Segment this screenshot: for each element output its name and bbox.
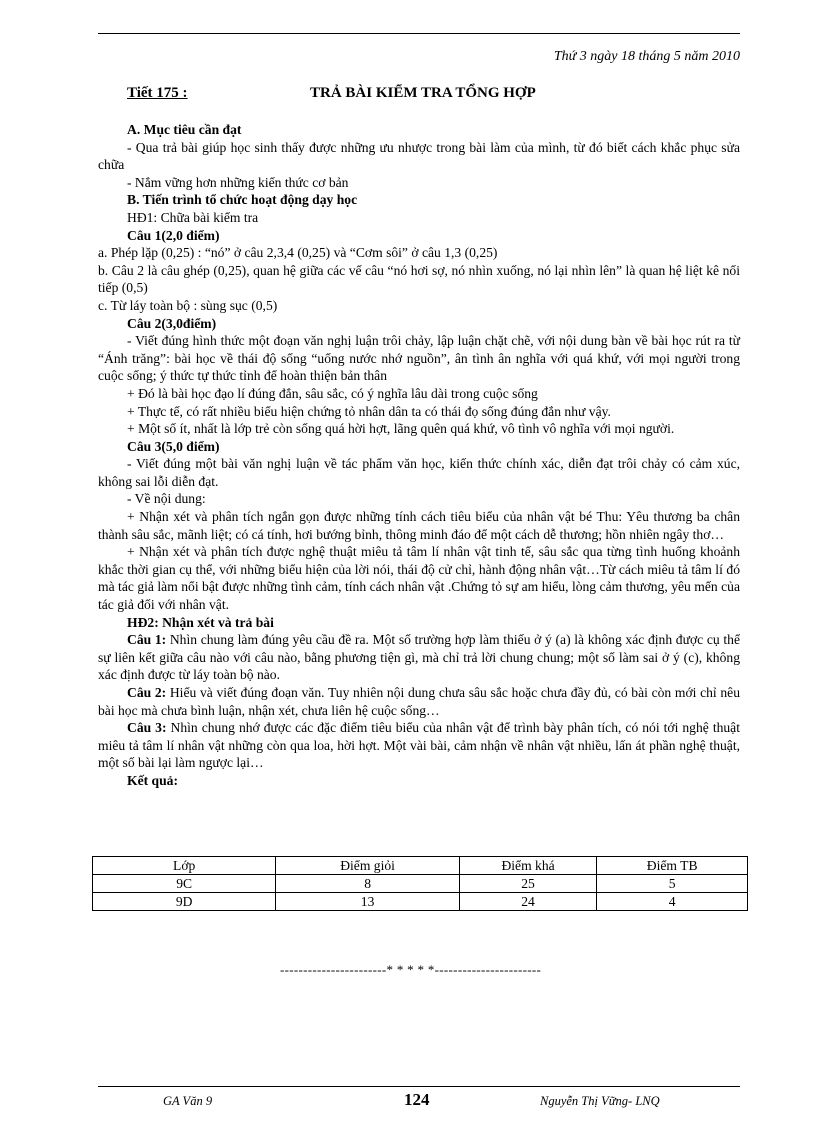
table-header: Lớp [93,857,276,875]
cau3-p4: + Nhận xét và phân tích được nghệ thuật miêu tả tâm lí nhân vật tinh tế, sâu sắc qua từng tình huống khoảnh khắc thời gian cụ thể, với những biểu hiện của lời nói, thái độ cử chỉ, hành động nhân vật…Từ cách miêu tả tâm lí đó mà tác giả làm nổi bật được những tình cảm, tính cách nhân vật .Chứng tỏ sự am hiểu, lòng cảm thương, yêu mến của tác giả đối với nhân vật. [98,544,740,613]
footer-left: GA Văn 9 [163,1094,213,1108]
section-a-p2: - Nắm vững hơn những kiến thức cơ bản [127,174,349,190]
results-table [92,856,748,911]
hd2-cau3-label: Câu 3: [127,720,167,736]
table-row [93,875,748,893]
table-row [93,893,748,911]
table-cell: 25 [459,875,597,893]
lesson-date: Thứ 3 ngày 18 tháng 5 năm 2010 [553,49,740,64]
hd2-cau1 [98,631,740,684]
lesson-number: Tiết 175 : [127,85,188,101]
cau1-b: b. Câu 2 là câu ghép (0,25), quan hệ giữa các vế câu “nó hơi sợ, nó nhìn xuống, nó lại nhìn lên” là quan hệ liệt kê nối tiếp (0,5) [98,262,740,296]
hd2-cau2-label: Câu 2: [127,685,167,700]
cau3-p2: - Về nội dung: [127,491,206,507]
footer-author: Nguyễn Thị Vững- LNQ [540,1094,660,1108]
section-a-p1: - Qua trả bài giúp học sinh thấy được những ưu nhược trong bài làm của mình, từ đó biết cách khắc phục sửa chữa [98,139,740,173]
table-cell: 8 [276,875,459,893]
table-header: Điểm TB [597,857,748,875]
cau2-p1: - Viết đúng hình thức một đoạn văn nghị luận trôi chảy, lập luận chặt chẽ, với nội dung bàn về bài học rút ra từ “Ánh trăng”: bài học về thái độ sống “uống nước nhớ nguồn”, ân tình ân nghĩa với quá khứ, với mọi người trong cuộc sống; ý thức tự thức tỉnh để hoàn thiện bản thân [98,333,740,384]
table-cell: 24 [459,893,597,911]
table-header: Điểm khá [459,857,597,875]
document-body [98,121,740,790]
footer-rule [98,1086,740,1087]
cau3-p3: + Nhận xét và phân tích ngắn gọn được những tính cách tiêu biểu của nhân vật bé Thu: Yêu thương ba chân thành sâu sắc, mãnh liệt; có cá tính, hơi bướng bỉnh, thông minh đáo để một cách dễ thương; hồn nhiên ngây thơ… [98,509,740,542]
table-header: Điểm giỏi [276,857,459,875]
end-separator: -----------------------* * * * *----------------------- [280,962,542,977]
cau3-heading: Câu 3(5,0 điểm) [127,438,220,454]
table-header-row [93,857,748,875]
cau2-heading: Câu 2(3,0điểm) [127,315,217,331]
hd2-cau1-text: Nhìn chung làm đúng yêu cầu đề ra. Một số trường hợp làm thiếu ở ý (a) là không xác định được cụ thể sự liên kết giữa câu nào với câu nào, bằng phương tiện gì, mà chỉ trả lời chung chung; một số làm sai ở ý (c), không xác định được từ láy toàn bộ nào. [98,632,740,683]
cau1-heading: Câu 1(2,0 điểm) [127,227,220,243]
cau1-a: a. Phép lặp (0,25) : “nó” ở câu 2,3,4 (0,25) và “Cơm sôi” ở câu 1,3 (0,25) [98,245,498,261]
section-a-heading: A. Mục tiêu cần đạt [127,122,242,137]
cau3-p1: - Viết đúng một bài văn nghị luận về tác phẩm văn học, kiến thức chính xác, diễn đạt trôi chảy có cảm xúc, không sai lỗi diễn đạt. [98,456,740,489]
section-b-heading: B. Tiến trình tổ chức hoạt động dạy học [127,192,358,208]
cau2-p3: + Thực tế, có rất nhiều biểu hiện chứng tỏ nhân dân ta có thái đọ sống đúng đắn như vậy. [127,403,611,419]
page-number: 124 [404,1090,430,1109]
title-row [127,85,740,102]
result-label: Kết quả: [127,772,178,788]
hd2-cau1-label: Câu 1: [127,632,167,648]
cau2-p2: + Đó là bài học đạo lí đúng đắn, sâu sắc, có ý nghĩa lâu dài trong cuộc sống [127,385,538,401]
table-cell: 13 [276,893,459,911]
hd1-heading: HĐ1: Chữa bài kiểm tra [127,209,259,225]
page-title: TRẢ BÀI KIỂM TRA TỔNG HỢP [310,85,536,101]
hd2-cau3-text: Nhìn chung nhớ được các đặc điểm tiêu biểu của nhân vật để trình bày phân tích, có nói tới nghệ thuật miêu tả tâm lí nhân vật những còn qua loa, hời hợt. Một vài bài, cảm nhận về nhân vật nhiều, lấn át phần nghệ thuật, một số bài lại làm ngược lại… [98,720,740,771]
hd2-cau2 [98,684,740,719]
cau1-c: c. Từ láy toàn bộ : sùng sục (0,5) [98,297,278,313]
table-cell: 9C [93,875,276,893]
table-cell: 4 [597,893,748,911]
hd2-cau2-text: Hiểu và viết đúng đoạn văn. Tuy nhiên nội dung chưa sâu sắc hoặc chưa đầy đủ, có bài còn mới chỉ nêu bài học mà chưa bình luận, nhận xét, chưa liên hệ cuộc sống… [98,685,740,718]
table-cell: 5 [597,875,748,893]
hd2-heading: HĐ2: Nhận xét và trả bài [127,614,274,630]
cau2-p4: + Một số ít, nhất là lớp trẻ còn sống quá hời hợt, lãng quên quá khứ, vô tình vô nghĩa với mọi người. [127,421,675,437]
hd2-cau3 [98,719,740,772]
header-rule [98,33,740,34]
table-cell: 9D [93,893,276,911]
